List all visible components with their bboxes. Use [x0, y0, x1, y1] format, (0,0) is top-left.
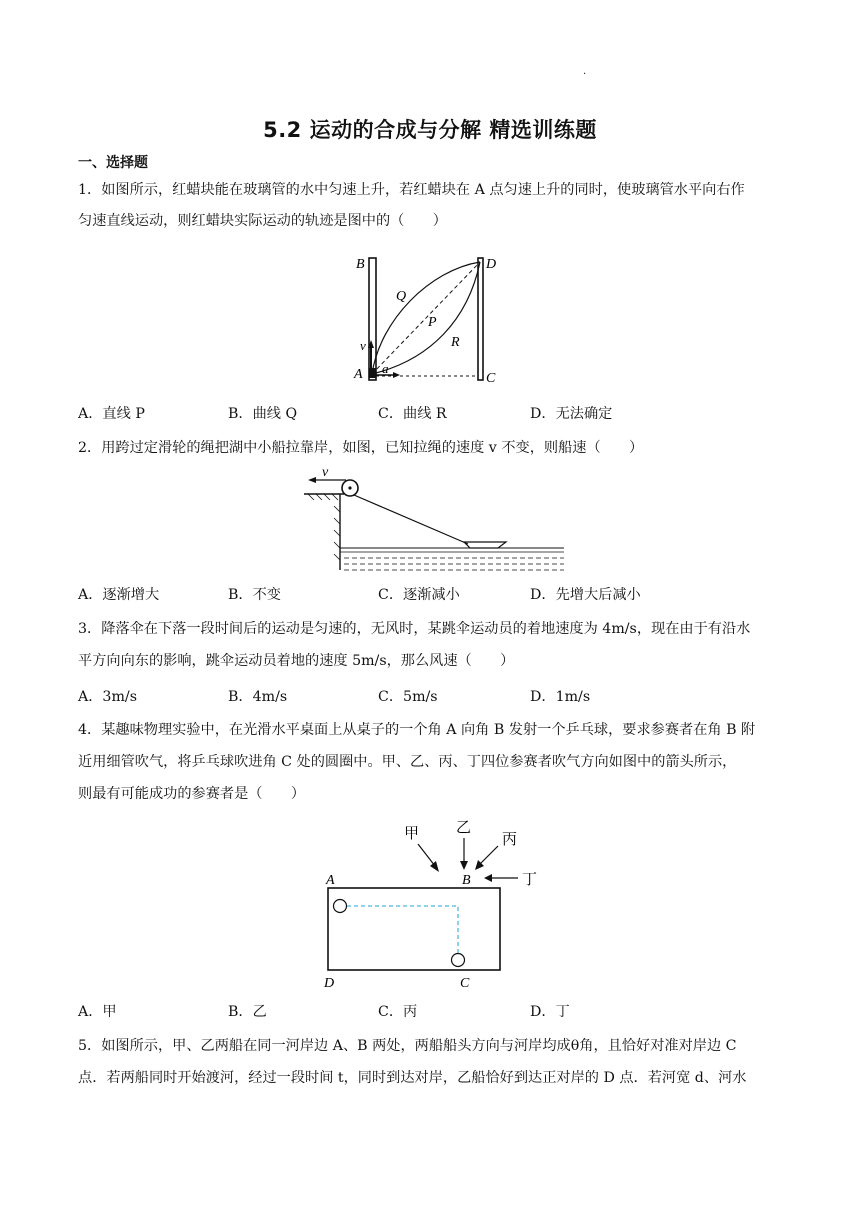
q3-option-a[interactable]: A．3m/s [78, 689, 137, 705]
section-heading: 一、选择题 [78, 155, 148, 171]
q1-option-b[interactable]: B．曲线 Q [228, 406, 298, 422]
q2-option-b[interactable]: B．不变 [228, 587, 281, 603]
q4-text-line-3: 则最有可能成功的参赛者是（ ） [78, 786, 306, 802]
q2-option-a[interactable]: A．逐渐增大 [78, 587, 160, 603]
q3-text-line-1: 3．降落伞在下落一段时间后的运动是匀速的，无风时，某跳伞运动员的着地速度为 4m/s，现在由于有沿水 [78, 621, 751, 637]
q1-label-C: C [486, 371, 496, 386]
q4-figure [318, 814, 548, 994]
q1-label-A: A [354, 367, 363, 382]
q1-label-B: B [356, 257, 365, 272]
q3-option-d[interactable]: D．1m/s [530, 689, 591, 705]
q1-text-line-2: 匀速直线运动，则红蜡块实际运动的轨迹是图中的（ ） [78, 213, 447, 229]
q3-text-line-2: 平方向向东的影响，跳伞运动员着地的速度 5m/s，那么风速（ ） [78, 653, 515, 669]
q4-label-yi: 乙 [456, 820, 472, 836]
q4-option-d[interactable]: D．丁 [530, 1004, 570, 1020]
q4-label-D: D [324, 976, 335, 991]
q1-label-v: v [360, 338, 366, 353]
q2-text-line-1: 2．用跨过定滑轮的绳把湖中小船拉靠岸，如图，已知拉绳的速度 v 不变，则船速（ ） [78, 440, 644, 456]
q1-label-D: D [486, 257, 497, 272]
q5-text-line-2: 点．若两船同时开始渡河，经过一段时间 t，同时到达对岸，乙船恰好到达正对岸的 D 点．若河宽 d、河水 [78, 1070, 747, 1086]
q4-label-jia: 甲 [404, 826, 420, 842]
q4-label-A: A [326, 873, 335, 888]
q1-label-R: R [451, 335, 460, 350]
q4-label-ding: 丁 [522, 872, 538, 888]
q2-figure [300, 466, 570, 576]
q1-label-Q: Q [396, 289, 407, 304]
q1-option-d[interactable]: D．无法确定 [530, 406, 613, 422]
q4-option-c[interactable]: C．丙 [378, 1004, 418, 1020]
header-dot: . [583, 66, 587, 77]
q1-label-a: a [382, 361, 389, 376]
q5-text-line-1: 5．如图所示，甲、乙两船在同一河岸边 A、B 两处，两船船头方向与河岸均成θ角，且恰好对准对岸边 C [78, 1038, 737, 1054]
q2-label-v: v [322, 466, 329, 480]
q3-option-b[interactable]: B．4m/s [228, 689, 288, 705]
q4-label-bing: 丙 [502, 832, 518, 848]
q3-option-c[interactable]: C．5m/s [378, 689, 438, 705]
q4-text-line-1: 4．某趣味物理实验中，在光滑水平桌面上从桌子的一个角 A 向角 B 发射一个乒乓球，要求参赛者在角 B 附 [78, 722, 756, 738]
q1-figure [350, 250, 510, 390]
q4-option-a[interactable]: A．甲 [78, 1004, 117, 1020]
q4-label-B: B [462, 873, 471, 888]
q1-option-c[interactable]: C．曲线 R [378, 406, 447, 422]
q4-text-line-2: 近用细管吹气，将乒乓球吹进角 C 处的圆圈中。甲、乙、丙、丁四位参赛者吹气方向如图中的箭头所示， [78, 754, 737, 770]
q2-option-d[interactable]: D．先增大后减小 [530, 587, 641, 603]
q4-option-b[interactable]: B．乙 [228, 1004, 267, 1020]
page-title: 5.2 运动的合成与分解 精选训练题 [263, 118, 597, 142]
q4-label-C: C [460, 976, 470, 991]
q1-label-P: P [428, 315, 437, 330]
q2-option-c[interactable]: C．逐渐减小 [378, 587, 460, 603]
q1-option-a[interactable]: A．直线 P [78, 406, 145, 422]
q1-text-line-1: 1．如图所示，红蜡块能在玻璃管的水中匀速上升，若红蜡块在 A 点匀速上升的同时，使玻璃管水平向右作 [78, 182, 745, 198]
